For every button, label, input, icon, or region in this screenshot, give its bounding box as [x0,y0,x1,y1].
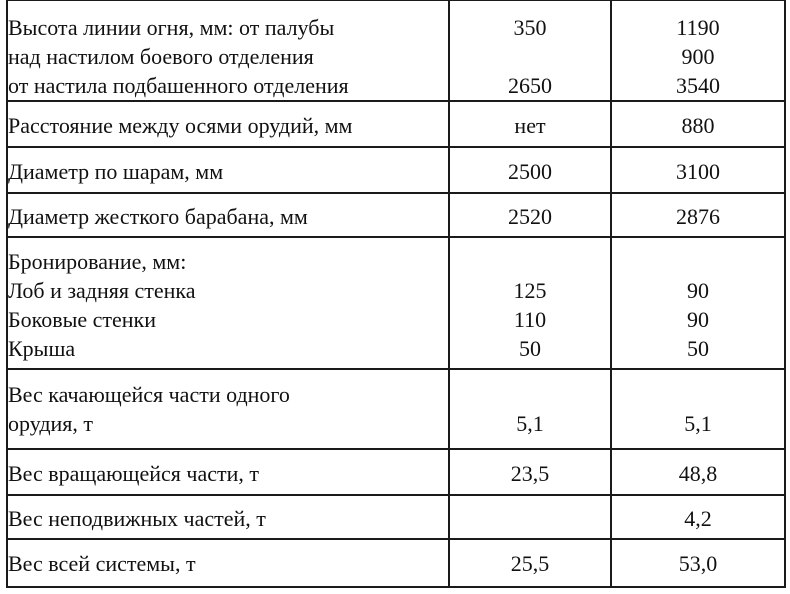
value-cell-a [449,369,611,449]
value-cell-a [449,147,611,193]
row-label: орудия, т [8,411,94,436]
value-b: 90 [687,278,709,303]
value-cell-a [449,449,611,495]
row-label-cell [7,449,449,495]
value-cell-a [449,237,611,369]
table-row [7,101,785,147]
row-label: Расстояние между осями орудий, мм [8,113,353,138]
table-row [7,539,785,587]
value-a: 2520 [508,204,552,229]
row-label-cell [7,0,449,101]
value-cell-a [449,101,611,147]
value-cell-a [449,0,611,101]
table-row [7,237,785,369]
value-a: 2500 [508,159,552,184]
value-a: 50 [519,336,541,361]
table-row [7,147,785,193]
row-label: Диаметр жесткого барабана, мм [8,204,308,229]
value-cell-b [611,0,785,101]
value-a: 5,1 [516,411,544,436]
row-label-cell [7,101,449,147]
row-label-cell [7,147,449,193]
value-a: 110 [513,307,547,332]
value-b: 3100 [676,159,720,184]
value-a [450,380,610,409]
value-a: 125 [513,278,547,303]
row-label: Диаметр по шарам, мм [8,159,224,184]
value-cell-a [449,539,611,587]
value-cell-b [611,101,785,147]
value-a: нет [514,113,546,138]
row-label: Вес неподвижных частей, т [8,506,266,531]
value-cell-b [611,193,785,237]
row-label: Вес всей системы, т [8,551,196,576]
value-cell-b [611,495,785,539]
table-row [7,369,785,449]
value-b: 48,8 [678,461,718,486]
value-b: 90 [687,307,709,332]
value-a [450,504,610,533]
row-label: Высота линии огня, мм: от палубы [8,15,335,40]
value-cell-a [449,193,611,237]
table-row [7,495,785,539]
value-a: 23,5 [510,461,550,486]
row-label: Крыша [8,336,76,361]
value-b [612,247,784,276]
value-b [612,380,784,409]
value-cell-b [611,369,785,449]
specifications-table [6,0,786,588]
row-label-cell [7,369,449,449]
table-row [7,449,785,495]
value-cell-b [611,147,785,193]
row-label: Вес вращающейся части, т [8,461,260,486]
value-a: 2650 [508,73,552,98]
value-b: 5,1 [684,411,712,436]
table-row [7,193,785,237]
row-label-cell [7,495,449,539]
row-label-cell [7,193,449,237]
row-label: от настила подбашенного отделения [8,73,349,98]
value-cell-a [449,495,611,539]
value-cell-b [611,539,785,587]
value-b: 50 [687,336,709,361]
value-b: 2876 [676,204,720,229]
row-label: Бронирование, мм: [8,249,187,274]
row-label-cell [7,237,449,369]
value-a: 350 [513,15,547,40]
table-row [7,0,785,101]
row-label: Боковые стенки [8,307,157,332]
value-b: 4,2 [684,506,712,531]
value-cell-b [611,449,785,495]
value-a [450,42,610,71]
value-b: 53,0 [678,551,718,576]
value-b: 3540 [676,73,720,98]
value-cell-b [611,237,785,369]
value-a [450,247,610,276]
value-b: 880 [681,113,715,138]
value-b: 1190 [676,15,720,40]
row-label: Лоб и задняя стенка [8,278,196,303]
value-a: 25,5 [510,551,550,576]
row-label-cell [7,539,449,587]
row-label: Вес качающейся части одного [8,382,290,407]
value-b: 900 [681,44,715,69]
row-label: над настилом боевого отделения [8,44,314,69]
